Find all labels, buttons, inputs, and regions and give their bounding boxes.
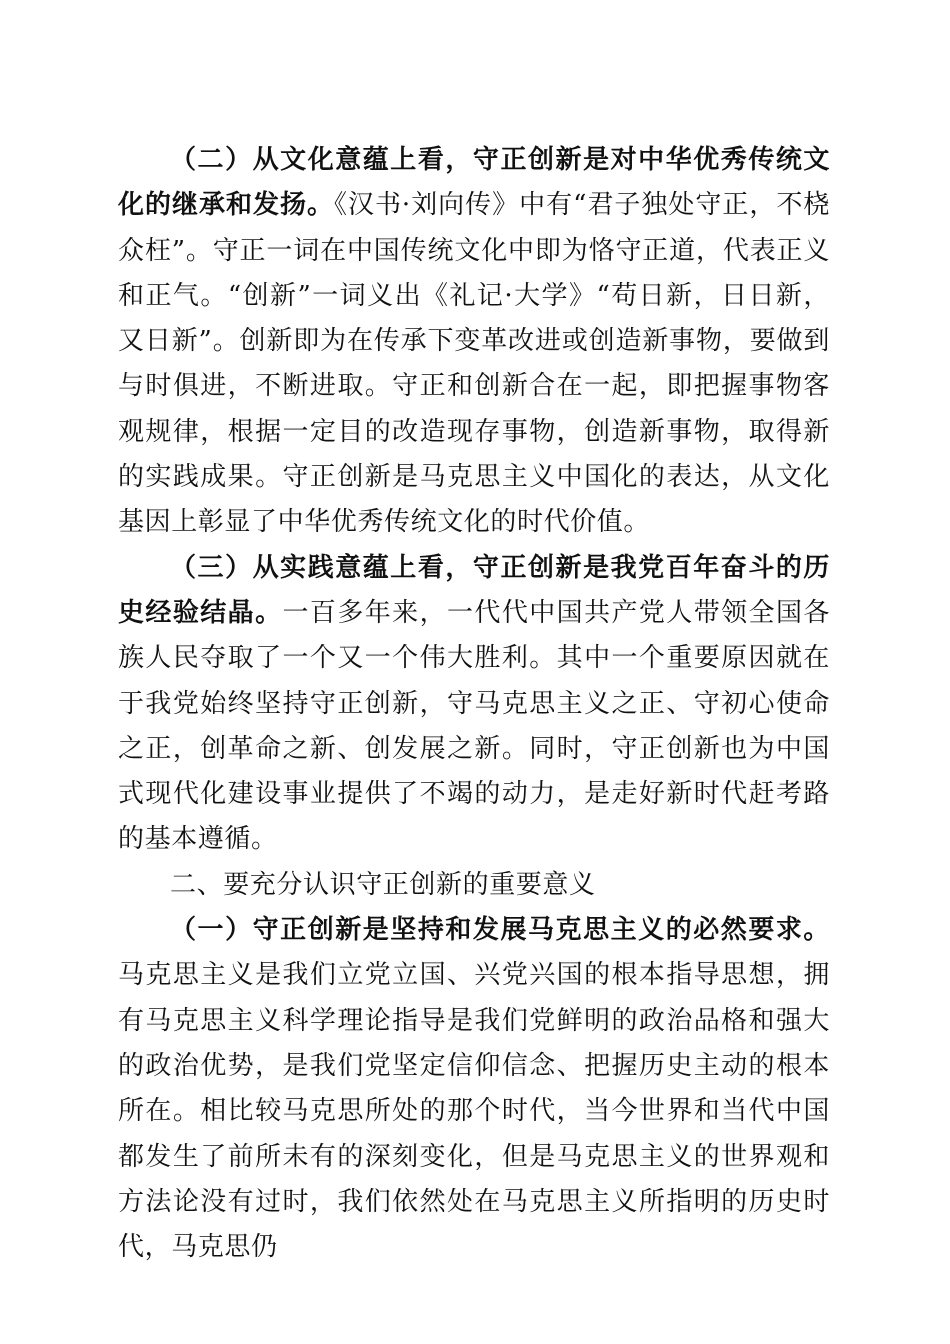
paragraph-lead: （三）从实践意蕴上看，守正创新是我党百年奋斗的历史经验结晶。 [118,552,830,628]
paragraph-body: 《汉书·刘向传》中有“君子独处守正，不桡众枉”。守正一词在中国传统文化中即为恪守正道，代表正义和正气。“创新”一词义出《礼记·大学》“苟日新，日日新，又日新”。创新即为在传承下变革改进或创造新事物，要做到与时俱进，不断进取。守正和创新合在一起，即把握事物客观规律，根据一定目的改造现存事物，创造新事物，取得新的实践成果。守正创新是马克思主义中国化的表达，从文化基因上彰显了中华优秀传统文化的时代价值。 [118,190,830,538]
paragraph-cultural-meaning [118,138,830,546]
paragraph-practical-meaning [118,546,830,863]
paragraph-body: 马克思主义是我们立党立国、兴党兴国的根本指导思想，拥有马克思主义科学理论指导是我们党鲜明的政治品格和强大的政治优势，是我们党坚定信仰信念、把握历史主动的根本所在。相比较马克思所处的那个时代，当今世界和当代中国都发生了前所未有的深刻变化，但是马克思主义的世界观和方法论没有过时，我们依然处在马克思主义所指明的历史时代，马克思仍 [118,960,830,1263]
paragraph-body: 一百多年来，一代代中国共产党人带领全国各族人民夺取了一个又一个伟大胜利。其中一个重要原因就在于我党始终坚持守正创新，守马克思主义之正、守初心使命之正，创革命之新、创发展之新。同时，守正创新也为中国式现代化建设事业提供了不竭的动力，是走好新时代赶考路的基本遵循。 [118,597,830,855]
paragraph-lead: （一）守正创新是坚持和发展马克思主义的必然要求。 [170,915,830,946]
document-body [118,138,830,1270]
section-heading: 二、要充分认识守正创新的重要意义 [170,869,596,900]
paragraph-lead: （二）从文化意蕴上看，守正创新是对中华优秀传统文化的继承和发扬。 [118,145,830,221]
paragraph-marxism-requirement [118,908,830,1270]
